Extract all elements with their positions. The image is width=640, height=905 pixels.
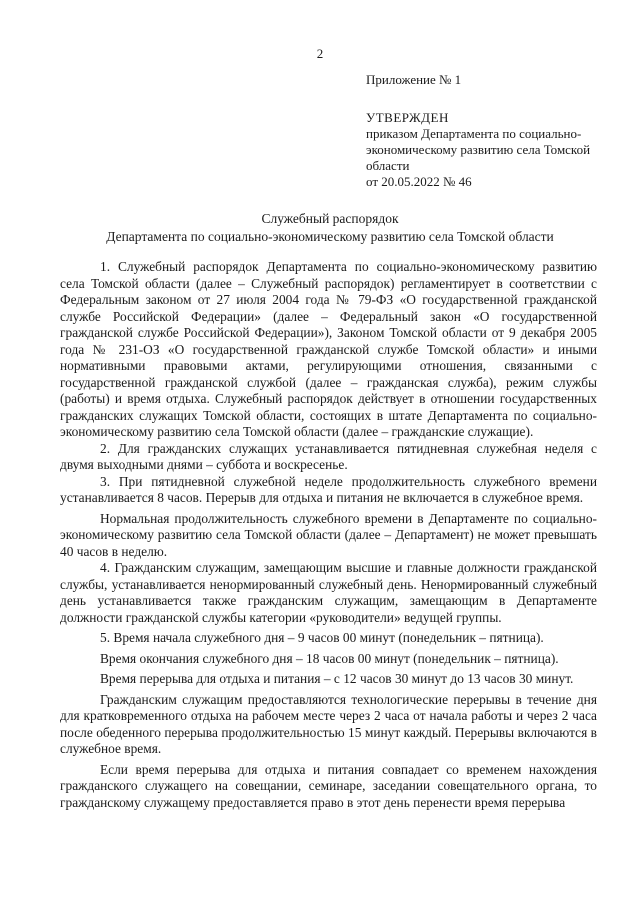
annex-label: Приложение № 1 bbox=[366, 72, 462, 87]
document-body bbox=[60, 259, 597, 811]
paragraph: Нормальная продолжительность служебного времени в Департаменте по социально-экономическому развитию села Томской области (далее – Департамент) не может превышать 40 часов в неделю. bbox=[60, 510, 597, 559]
paragraph: Гражданским служащим предоставляются технологические перерывы в течение дня для кратковременного отдыха на рабочем месте через 2 часа от начала работы и через 2 часа после обеденного перерыва продолжительностью 15 минут каждый. Перерывы включаются в служебное время. bbox=[60, 691, 597, 756]
approved-date: от 20.05.2022 № 46 bbox=[366, 174, 472, 189]
document-title bbox=[60, 210, 600, 246]
paragraph: 3. При пятидневной служебной неделе продолжительность служебного времени устанавливается 8 часов. Перерыв для отдыха и питания не включается в служебное время. bbox=[60, 473, 597, 505]
title-line: Служебный распорядок bbox=[261, 211, 399, 226]
approved-line: приказом Департамента по социально- bbox=[366, 126, 582, 141]
paragraph: 5. Время начала служебного дня – 9 часов 00 минут (понедельник – пятница). bbox=[100, 630, 544, 645]
approval-block bbox=[366, 110, 616, 190]
approved-line: области bbox=[366, 158, 410, 173]
page-number: 2 bbox=[316, 46, 324, 61]
approved-line: экономическому развитию села Томской bbox=[366, 142, 591, 157]
paragraph: Время перерыва для отдыха и питания – с 12 часов 30 минут до 13 часов 30 минут. bbox=[100, 671, 574, 686]
title-subline: Департамента по социально-экономическому развитию села Томской области bbox=[106, 229, 554, 244]
paragraph: Если время перерыва для отдыха и питания совпадает со временем нахождения гражданского служащего на совещании, семинаре, заседании совещательного органа, то гражданскому служащему предоставляется право в этот день перенести время перерыва bbox=[60, 761, 597, 810]
approved-label: УТВЕРЖДЕН bbox=[366, 110, 449, 125]
paragraph: 4. Гражданским служащим, замещающим высшие и главные должности гражданской службы, устанавливается ненормированный служебный день. Ненормированный служебный день устанавливается также гражданским служащим, замещающим в Департаменте должности гражданской службы категории «руководители» ведущей группы. bbox=[60, 560, 597, 625]
paragraph: 2. Для гражданских служащих устанавливается пятидневная служебная неделя с двумя выходными днями – суббота и воскресенье. bbox=[60, 440, 597, 472]
paragraph: Время окончания служебного дня – 18 часов 00 минут (понедельник – пятница). bbox=[100, 650, 559, 666]
paragraph: 1. Служебный распорядок Департамента по социально-экономическому развитию села Томской области (далее – Служебный распорядок) регламентирует в соответствии с Федеральным законом от 27 июля 2004 года № 79-ФЗ «О государственной гражданской службе Российской Федерации» (далее – Федеральный закон «О государственной гражданской службе Российской Федерации»), Законом Томской области от 9 декабря 2005 года № 231-ОЗ «О государственной гражданской службе Томской области» и иными нормативными правовыми актами, регулирующими отношения, связанными с государственной гражданской службой (далее – гражданская служба), режим службы (работы) и время отдыха. Служебный распорядок действует в отношении государственных гражданских служащих Томской области, состоящих в штате Департамента по социально-экономическому развитию села Томской области (далее – гражданские служащие). bbox=[60, 259, 597, 439]
